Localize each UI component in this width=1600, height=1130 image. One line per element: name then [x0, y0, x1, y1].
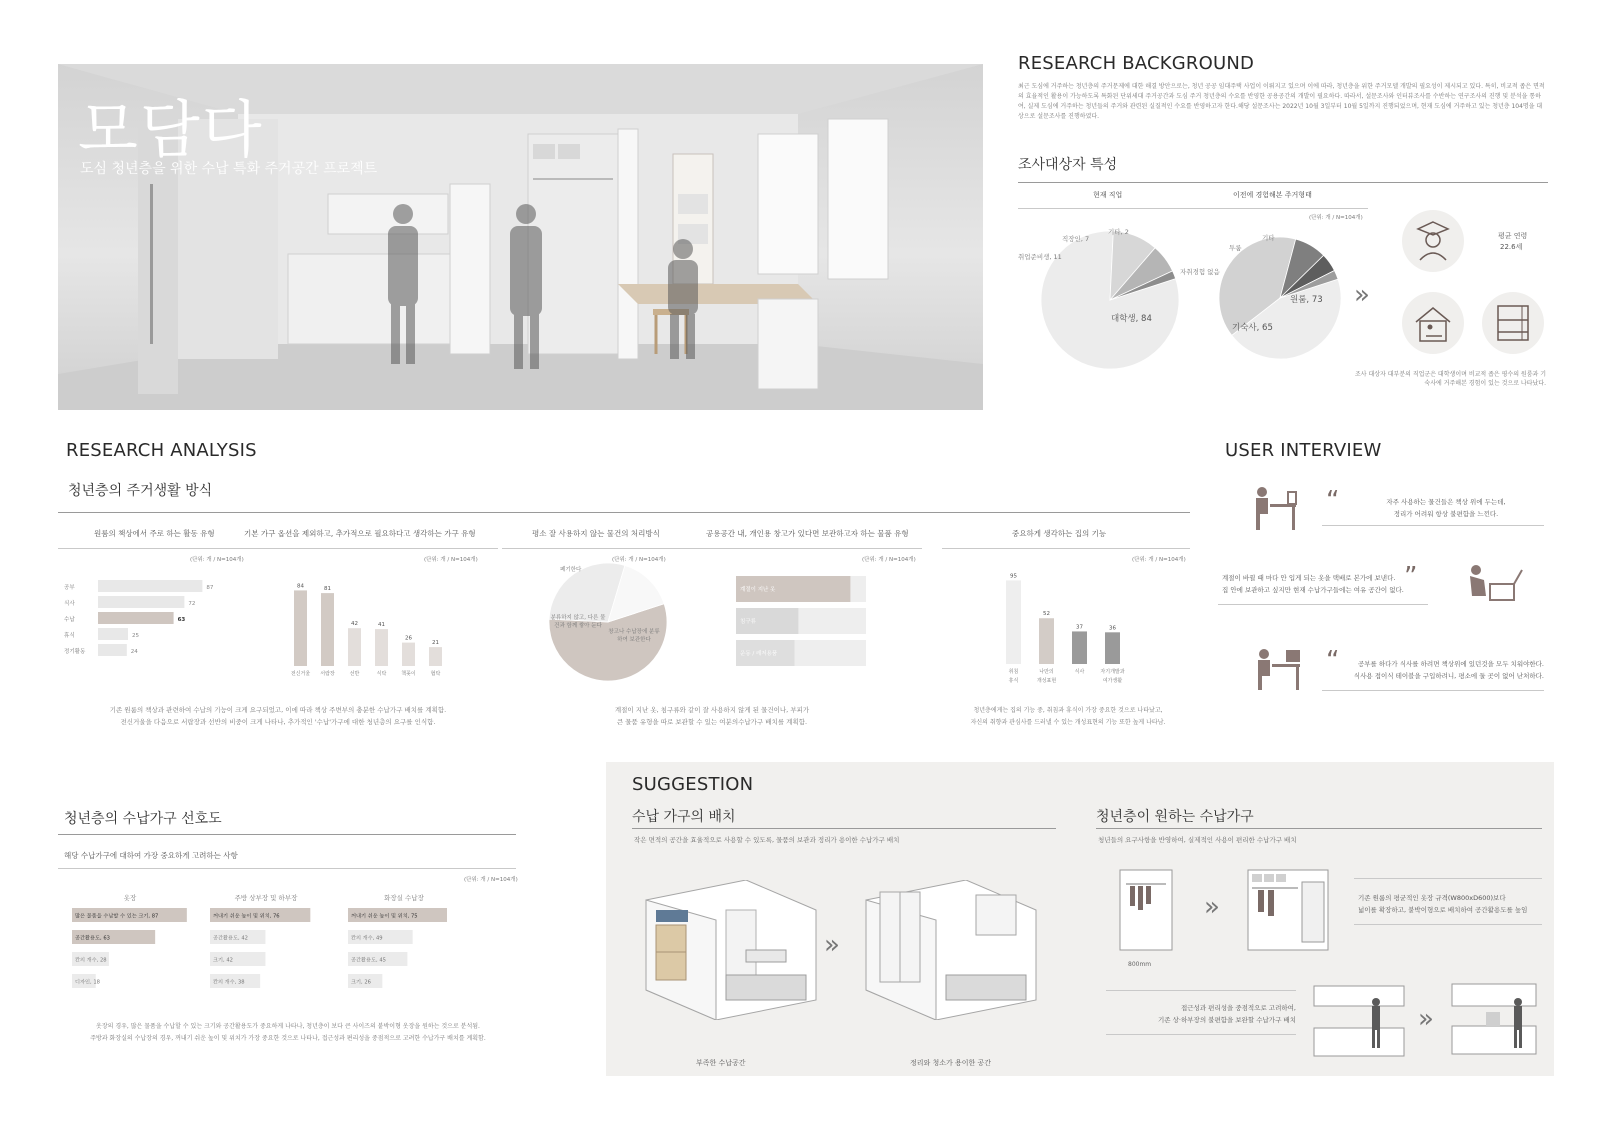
- age-label: 평균 연령: [1498, 232, 1528, 240]
- bar: [1039, 618, 1054, 664]
- bar-label: 디자인, 18: [75, 979, 100, 986]
- preference-note-1: 옷장의 경우, 많은 물품을 수납할 수 있는 크기와 공간활용도가 중요하게 나타나, 청년층이 보다 큰 사이즈의 붙박이형 옷장을 원하는 것으로 분석됨.: [96, 1023, 480, 1030]
- research-analysis-heading: RESEARCH ANALYSIS: [66, 440, 257, 461]
- tick-label: 식사: [64, 601, 75, 607]
- tick-label: 침구류: [740, 619, 756, 625]
- person-packing-icon: [1460, 562, 1524, 610]
- unit-label: (단위: 개 / N=104개): [190, 557, 244, 563]
- project-title: 모담다: [78, 93, 264, 166]
- bar: [98, 612, 174, 624]
- bar-label: 크기, 26: [351, 979, 371, 986]
- storage-items-title: 공용공간 내, 개인용 창고가 있다면 보관하고자 하는 물품 유형: [706, 529, 909, 538]
- tick-label: 계절이 지난 옷: [740, 587, 776, 593]
- data-label: 25: [132, 633, 139, 639]
- storage-items-chart: [736, 576, 870, 670]
- interview-quote-3b: 식사용 접이식 테이블을 구입하려니, 평소에 둘 곳이 없어 난처하다.: [1353, 672, 1544, 680]
- bar: [98, 596, 184, 608]
- bar: [294, 590, 307, 666]
- bar-label: 공간활용도, 63: [75, 935, 110, 942]
- home-function-chart: [998, 562, 1138, 690]
- tick-label: 휴식: [64, 633, 75, 639]
- analysis-subheading: 청년층의 주거생활 방식: [68, 483, 213, 499]
- housing-chart-title: 이전에 경험해본 주거형태: [1233, 191, 1312, 199]
- analysis-note-1b: 전신거울을 다음으로 서랍장과 선반의 비중이 크게 나타나, 추가적인 '수납'가구에 대한 청년층의 요구를 인식함.: [120, 718, 436, 726]
- caption-insufficient-storage: 부족한 수납공간: [696, 1059, 746, 1067]
- respondents-heading: 조사대상자 특성: [1018, 157, 1118, 173]
- pie-label-dorm: 기숙사, 65: [1232, 323, 1273, 333]
- data-label: 26: [405, 635, 412, 642]
- bar-label: 칸의 개수, 38: [213, 979, 245, 986]
- tick-label: 전신거울: [290, 671, 311, 677]
- divider: [1218, 604, 1428, 605]
- person-studying-icon: [1252, 646, 1308, 696]
- divider: [1106, 990, 1296, 991]
- unused-items-title: 평소 잘 사용하지 않는 물건의 처리방식: [532, 529, 660, 538]
- bar: [1072, 631, 1087, 664]
- data-label: 52: [1043, 611, 1050, 618]
- bar-label: 꺼내기 쉬운 높이 및 위치, 75: [351, 913, 418, 920]
- research-background-text: 최근 도심에 거주하는 청년층의 주거문제에 대한 해결 방안으로는, 청년 공공 임대주택 사업이 이뤄지고 있으며 이에 따라, 청년층을 위한 주거모델 개발의 필요성이 제시되고 있다. 특히, 비교적 좁은 면적의 효율적인 활용이 가능하도록 특화된 단위세대 주거공간과 도심 주거 청년층의 수요를 반영한 공용공간의 개발이 필요하다. 따라서, 설문조사와 인터뷰조사를 수반하는 연구조사의 진행 및 분석을 통하여, 실제 도심에 거주하는 청년들의 주거와 관련된 실질적인 수요를 반영하고자 한다.해당 설문조사는 2022년 10월 3일부터 10월 5일까지 진행되었으며, 현재 도심에 거주하고 있는 청년층 104명을 대상으로 설문조사를 진행하였다.: [1018, 83, 1545, 120]
- tick-label: 식사: [1074, 669, 1085, 675]
- bar-label: 공간활용도, 42: [213, 935, 248, 942]
- divider: [58, 512, 1190, 513]
- divider: [1354, 924, 1542, 925]
- divider: [1322, 690, 1544, 691]
- divider: [942, 548, 1190, 549]
- housing-pie-chart: [1218, 236, 1342, 360]
- analysis-note-3a: 청년층에게는 집의 기능 중, 취침과 휴식이 가장 중요한 것으로 나타났고,: [973, 707, 1163, 714]
- bar: [1006, 580, 1021, 664]
- divider: [1354, 878, 1542, 879]
- needed-furniture-chart: [290, 562, 460, 688]
- needed-furniture-title: 기본 가구 옵션을 제외하고, 추가적으로 필요하다고 생각하는 가구 유형: [244, 529, 476, 538]
- data-label: 72: [188, 601, 196, 607]
- divider: [1018, 182, 1548, 183]
- analysis-note-2b: 큰 물품 유형을 따로 보관할 수 있는 여분의수납가구 배치를 계획함.: [616, 718, 808, 726]
- divider: [1106, 1034, 1296, 1035]
- pie-label-discard: 폐기한다: [560, 567, 582, 573]
- bar-label: 많은 물품을 수납할 수 있는 크기, 87: [75, 913, 159, 920]
- unit-label: (단위: 개 / N=104개): [424, 557, 478, 563]
- preference-note-2: 주방과 화장실의 수납장의 경우, 꺼내기 쉬운 높이 및 위치가 가장 중요한 것으로 나타나, 접근성과 편리성을 중점적으로 고려한 수납가구 배치를 계획함.: [90, 1035, 486, 1042]
- tick-label: 정기활동: [64, 649, 86, 655]
- preference-question: 해당 수납가구에 대하여 가장 중요하게 고려하는 사항: [64, 851, 238, 860]
- person-desk-icon: [1248, 484, 1300, 536]
- data-label: 95: [1010, 573, 1017, 580]
- bar-label: 꺼내기 쉬운 높이 및 위치, 76: [213, 913, 280, 920]
- divider: [58, 548, 498, 549]
- bar: [98, 580, 202, 592]
- bar-label: 칸의 개수, 28: [75, 957, 107, 964]
- cluttered-room-illustration: [636, 880, 826, 1020]
- tick-label: 나만의 개성표현: [1036, 669, 1057, 684]
- expanded-wardrobe-illustration: [1238, 862, 1338, 958]
- interview-quote-1a: 자주 사용하는 물건들은 책상 위에 두는데,: [1386, 498, 1506, 506]
- chevron-right-icon: »: [824, 930, 840, 960]
- hero-render: [58, 64, 983, 410]
- data-label: 41: [378, 622, 385, 629]
- data-label: 87: [206, 585, 214, 591]
- dimension-label: 800mm: [1128, 961, 1152, 968]
- wardrobe-note-1a: 기존 원룸의 평균적인 옷장 규격(W800xD600)보다: [1358, 894, 1506, 902]
- data-label: 24: [130, 649, 138, 655]
- open-quote-icon: “: [1326, 486, 1340, 516]
- tick-label: 공부: [64, 585, 75, 591]
- data-label: 37: [1076, 624, 1083, 631]
- analysis-note-2a: 계절이 지난 옷, 침구류와 같이 잘 사용하지 않게 된 물건이나, 부피가: [614, 706, 810, 714]
- divider: [1322, 525, 1544, 526]
- old-kitchen-illustration: [1306, 978, 1410, 1060]
- divider: [632, 828, 1056, 829]
- tick-label: 책꽂이: [401, 671, 416, 677]
- data-label: 36: [1109, 625, 1116, 632]
- pie-label-jobseeker: 취업준비생, 11: [1018, 253, 1062, 261]
- unit-label: (단위: 개 / N=104개): [1132, 557, 1186, 563]
- tick-label: 선반: [349, 671, 360, 677]
- chevron-right-icon: »: [1354, 280, 1370, 310]
- tick-label: 서랍장: [320, 671, 335, 677]
- pref-group-title-wardrobe: 옷장: [123, 894, 137, 902]
- tick-label: 수납: [64, 617, 75, 623]
- tick-label: 협탁: [430, 671, 441, 677]
- age-value: 22.6세: [1500, 243, 1523, 251]
- suggestion-right-title: 청년층이 원하는 수납가구: [1096, 809, 1254, 825]
- data-label: 81: [324, 586, 331, 593]
- pie-label-student: 대학생, 84: [1111, 314, 1152, 324]
- bar-label: 공간활용도, 45: [351, 957, 386, 964]
- data-label: 63: [177, 617, 186, 623]
- interview-quote-3a: 공부를 하다가 식사를 하려면 책상위에 있던것을 모두 치워야한다.: [1357, 660, 1544, 668]
- tick-label: 취침 휴식: [1008, 669, 1019, 684]
- project-subtitle: 도심 청년층을 위한 수납 특화 주거공간 프로젝트: [80, 161, 378, 177]
- pref-group-title-bathroom: 화장실 수납장: [384, 894, 424, 902]
- user-interview-heading: USER INTERVIEW: [1225, 440, 1382, 461]
- tick-label: 자기개발과 여가생활: [1100, 669, 1125, 684]
- bar: [348, 628, 361, 666]
- divider: [1018, 208, 1368, 209]
- unit-label: (단위: 개 / N=104개): [464, 877, 518, 883]
- desk-activity-title: 원룸의 책상에서 주로 하는 활동 유형: [94, 529, 215, 538]
- interview-quote-1b: 정리가 어려워 항상 불편함을 느낀다.: [1393, 510, 1499, 518]
- pie-label-pile: 분류하지 않고, 다른 물건과 함께 쌓아 둔다: [550, 615, 606, 630]
- pie-label-oneroom: 원룸, 73: [1290, 295, 1323, 305]
- graduate-icon: [1402, 210, 1464, 272]
- data-label: 84: [297, 583, 304, 590]
- tick-label: 운동 / 레저용품: [740, 651, 778, 657]
- unit-label: (단위: 개 / N=104개): [1309, 215, 1363, 221]
- bar: [375, 629, 388, 666]
- divider: [1096, 828, 1542, 829]
- preference-bar-charts: [72, 908, 492, 1002]
- kitchen-note-2b: 기존 상·하부장의 불편함을 보완할 수납가구 배치: [1158, 1016, 1296, 1024]
- bunk-bed-icon: [1482, 292, 1544, 354]
- data-label: 21: [432, 640, 439, 647]
- pref-group-title-kitchen: 주방 상부장 및 하부장: [234, 894, 298, 902]
- analysis-note-3b: 자신의 취향과 관심사를 드러낼 수 있는 개성표현의 기능 또한 높게 나타남.: [970, 719, 1166, 726]
- data-label: 42: [351, 621, 358, 628]
- standard-wardrobe-illustration: [1106, 862, 1192, 958]
- suggestion-heading: SUGGESTION: [632, 774, 754, 795]
- interview-quote-2a: 계절이 바뀔 때 마다 안 입게 되는 옷을 택배로 본가에 보낸다.: [1222, 574, 1396, 582]
- research-background-heading: RESEARCH BACKGROUND: [1018, 53, 1255, 74]
- organized-room-illustration: [856, 880, 1046, 1020]
- analysis-note-1a: 기존 원룸의 책상과 관련하여 수납의 기능이 크게 요구되었고, 이에 따라 책상 주변부의 충분한 수납가구 배치를 계획함.: [109, 706, 447, 714]
- divider: [58, 834, 516, 835]
- pie-label-none: 자취경험 없음: [1180, 268, 1220, 276]
- bar: [402, 643, 415, 666]
- caption-organized-space: 정리와 청소가 용이한 공간: [910, 1059, 992, 1067]
- pie-label-other: 기타, 2: [1108, 228, 1129, 236]
- divider: [58, 868, 516, 869]
- preference-heading: 청년층의 수납가구 선호도: [64, 811, 222, 827]
- bar: [98, 628, 128, 640]
- job-pie-chart: [1040, 230, 1180, 370]
- job-chart-title: 현재 직업: [1093, 191, 1123, 199]
- open-quote-icon: “: [1326, 646, 1340, 676]
- tick-label: 식탁: [376, 671, 387, 677]
- pie-label-store: 창고나 수납장에 분류하여 보관한다: [608, 629, 660, 644]
- suggestion-left-title: 수납 가구의 배치: [632, 809, 736, 825]
- studying-house-icon: [1402, 292, 1464, 354]
- wardrobe-note-1b: 넓이를 확장하고, 붙박이형으로 배치하여 공간활용도를 높임: [1358, 906, 1528, 914]
- kitchen-note-2a: 접근성과 편리성을 중점적으로 고려하여,: [1180, 1004, 1296, 1012]
- bar: [98, 644, 127, 656]
- unit-label: (단위: 개 / N=104개): [862, 557, 916, 563]
- bar-label: 칸의 개수, 49: [351, 935, 383, 942]
- chevron-right-icon: »: [1204, 892, 1220, 922]
- interview-quote-2b: 집 안에 보관하고 싶지만 현재 수납가구들에는 여유 공간이 없다.: [1222, 586, 1404, 594]
- chevron-right-icon: »: [1418, 1004, 1434, 1034]
- desk-activity-chart: [64, 576, 234, 686]
- pie-label-etc: 기타: [1262, 234, 1275, 242]
- respondents-note: 조사 대상자 대부분의 직업군은 대학생이며 비교적 좁은 평수의 원룸과 기숙사에 거주해본 경험이 있는 것으로 나타났다.: [1354, 371, 1546, 387]
- home-function-title: 중요하게 생각하는 집의 기능: [1012, 529, 1107, 538]
- unit-label: (단위: 개 / N=104개): [612, 557, 666, 563]
- suggestion-left-desc: 작은 면적의 공간을 효율적으로 사용할 수 있도록, 물품의 보관과 정리가 용이한 수납가구 배치: [634, 836, 900, 844]
- divider: [502, 548, 922, 549]
- close-quote-icon: ”: [1404, 562, 1418, 592]
- improved-kitchen-illustration: [1446, 970, 1546, 1058]
- bar-label: 크기, 42: [213, 957, 233, 964]
- bar: [1105, 632, 1120, 664]
- bar: [429, 647, 442, 666]
- suggestion-right-desc: 청년들의 요구사항을 반영하여, 실제적인 사용이 편리한 수납가구 배치: [1098, 836, 1297, 844]
- bar: [321, 593, 334, 666]
- pie-label-tworoom: 투룸: [1229, 244, 1242, 252]
- pie-label-worker: 직장인, 7: [1062, 235, 1090, 243]
